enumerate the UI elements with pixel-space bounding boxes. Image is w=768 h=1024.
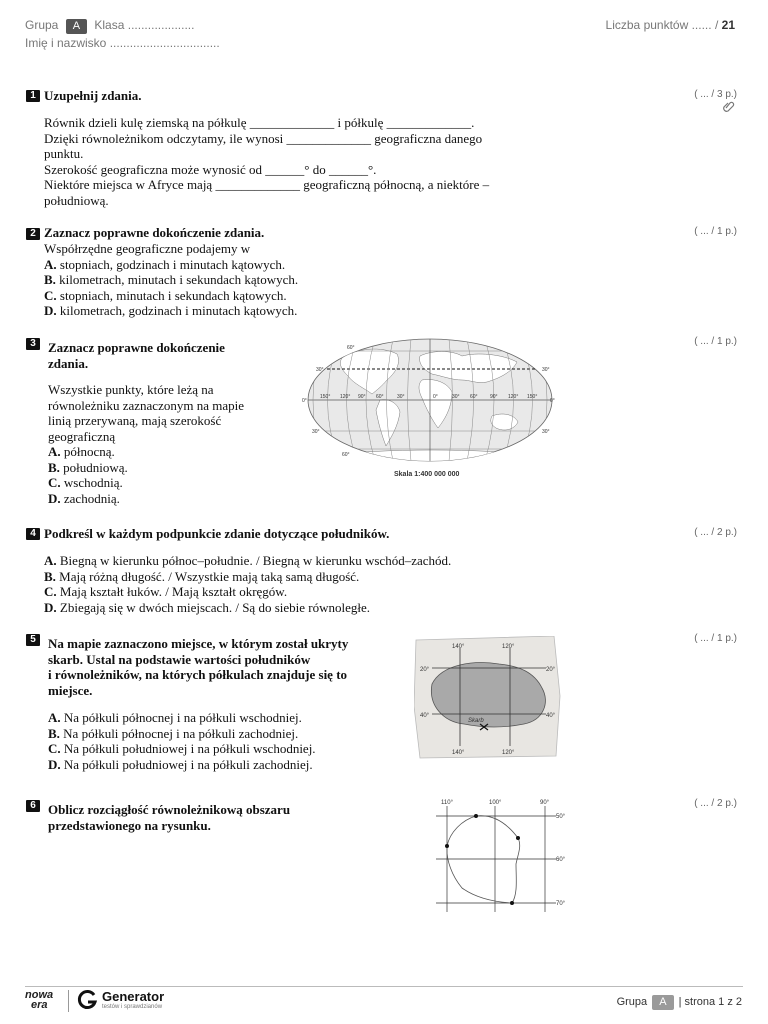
task-5-option-d[interactable]: D. Na półkuli południowej i na półkuli zachodniej.: [48, 756, 313, 772]
lon-label: 0°: [433, 394, 438, 400]
lon-label: 140°: [452, 750, 465, 756]
lon-label: 90°: [358, 394, 366, 400]
task-4-body: [44, 553, 604, 615]
task-5-number: 5: [26, 634, 40, 646]
lat-label: 50°: [556, 814, 566, 820]
footer-page-info: [617, 995, 742, 1010]
task-2-option-a[interactable]: A. stopniach, godzinach i minutach kątowych.: [44, 256, 286, 272]
task-3-option-a[interactable]: A. północną.: [48, 444, 115, 459]
class-blank: ....................: [127, 18, 195, 32]
task-5-option-c[interactable]: C. Na półkuli południowej i na półkuli wschodniej.: [48, 741, 316, 756]
task-3-stem: Wszystkie punkty, które leżą na: [48, 382, 214, 397]
task-3-body: [48, 382, 288, 506]
point-west: [445, 844, 449, 848]
task-4-title: Podkreśl w każdym podpunkcie zdanie dotyczące południków.: [44, 526, 390, 541]
task-3-number: 3: [26, 338, 40, 350]
lat-label: 60°: [347, 345, 355, 351]
lat-label: 20°: [546, 667, 556, 673]
generator-g-icon: [76, 989, 98, 1011]
lon-label: 150°: [320, 394, 331, 400]
name-blank: .................................: [109, 36, 220, 50]
lon-label: 120°: [502, 644, 515, 650]
point-south: [510, 901, 514, 905]
footer-group-badge: A: [652, 995, 673, 1010]
points-label: Liczba punktów ......: [605, 18, 712, 32]
lon-label: 140°: [452, 644, 465, 650]
lat-label: 30°: [312, 429, 320, 435]
task-2-option-d[interactable]: D. kilometrach, godzinach i minutach kątowych.: [44, 303, 298, 318]
lat-label: 30°: [542, 367, 550, 373]
task-2-option-c[interactable]: C. stopniach, minutach i sekundach kątowych.: [44, 287, 287, 303]
points-total: 21: [721, 18, 735, 32]
task-4-number: 4: [26, 528, 40, 540]
header-name: [25, 36, 220, 50]
task-3-option-d[interactable]: D. zachodnią.: [48, 490, 120, 506]
world-map: [302, 336, 558, 484]
task-1-points: ( ... / 3 p.): [694, 89, 737, 100]
task-5-body: [48, 710, 398, 772]
point-north: [474, 814, 478, 818]
lat-label: 30°: [542, 429, 550, 435]
lon-label: 30°: [452, 394, 460, 400]
treasure-label: Skarb: [468, 718, 484, 724]
task-1-number: 1: [26, 90, 40, 102]
task-5-option-b[interactable]: B. Na półkuli północnej i na półkuli zachodniej.: [48, 725, 299, 741]
task-1-title: Uzupełnij zdania.: [44, 88, 142, 103]
lon-label: 120°: [508, 394, 519, 400]
lat-label: 70°: [556, 901, 566, 907]
lon-label: 100°: [489, 800, 502, 806]
task-4-option-c[interactable]: C. Mają kształt łuków. / Mają kształt okręgów.: [44, 584, 288, 599]
lon-label: 120°: [340, 394, 351, 400]
task-1-line: punktu.: [44, 146, 84, 161]
header-group: [25, 18, 194, 34]
group-label: Grupa: [25, 18, 59, 32]
task-4-option-b[interactable]: B. Mają różną długość. / Wszystkie mają taką samą długość.: [44, 568, 360, 584]
island-shape: [431, 663, 545, 727]
points-sep: /: [714, 18, 719, 32]
task-2-points: ( ... / 1 p.): [694, 226, 737, 237]
name-label: Imię i nazwisko: [25, 36, 107, 50]
nowa-era-logo: nowa era: [25, 989, 54, 1011]
treasure-map: [414, 636, 562, 760]
task-6-number: 6: [26, 800, 40, 812]
lat-label: 60°: [342, 452, 350, 458]
task-2-stem: Współrzędne geograficzne podajemy w: [44, 241, 251, 256]
logo-divider: [68, 990, 69, 1012]
lon-label: 60°: [470, 394, 478, 400]
lon-label: 110°: [441, 800, 453, 806]
task-2-body: [44, 241, 544, 319]
lat-label: 30°: [316, 367, 324, 373]
task-2-number: 2: [26, 228, 40, 240]
lat-label: 40°: [546, 713, 556, 719]
task-2-option-b[interactable]: B. kilometrach, minutach i sekundach kątowych.: [44, 272, 299, 287]
footer-divider: [25, 986, 743, 987]
task-3-option-b[interactable]: B. południową.: [48, 459, 128, 475]
footer-page-text: | strona 1 z 2: [678, 996, 742, 1008]
lon-label: 30°: [397, 394, 405, 400]
task-6-points: ( ... / 2 p.): [694, 798, 737, 809]
lat-label: 0°: [302, 398, 307, 404]
task-5-points: ( ... / 1 p.): [694, 633, 737, 644]
group-badge: A: [66, 19, 87, 34]
task-4-option-a[interactable]: A. Biegną w kierunku północ–południe. / Biegną w kierunku wschód–zachód.: [44, 553, 452, 568]
task-5-title: Na mapie zaznaczono miejsce, w którym został ukryty skarb. Ustal na podstawie wartości południków i równoleżników, na których półkulach znajduje się to miejsce.: [48, 636, 349, 698]
task-3-stem: geograficzną: [48, 428, 116, 444]
task-2-title: Zaznacz poprawne dokończenie zdania.: [44, 225, 265, 240]
task-6-title: Oblicz rozciągłość równoleżnikową obszaru przedstawionego na rysunku.: [48, 802, 291, 833]
task-3-stem: równoleżniku zaznaczonym na mapie: [48, 397, 244, 413]
task-1-line: Szerokość geograficzna może wynosić od ______° do ______°.: [44, 161, 377, 177]
header-points: [606, 18, 735, 32]
task-3-title: Zaznacz poprawne dokończenie zdania.: [48, 340, 225, 371]
class-label: Klasa: [94, 18, 125, 32]
lon-label: 90°: [490, 394, 498, 400]
task-4-points: ( ... / 2 p.): [694, 527, 737, 538]
task-1-body: [44, 115, 564, 208]
lon-label: 90°: [540, 800, 550, 806]
footer-group-label: Grupa: [616, 996, 648, 1008]
task-3-option-c[interactable]: C. wschodnią.: [48, 475, 123, 490]
antarctica-shape: [322, 450, 542, 466]
task-3-stem: linią przerywaną, mają szerokość: [48, 413, 222, 428]
paperclip-icon: [723, 100, 735, 118]
lat-label: 40°: [420, 713, 430, 719]
lon-label: 120°: [502, 750, 515, 756]
lat-label: 60°: [556, 857, 566, 863]
point-east: [516, 836, 520, 840]
task-1-line: Równik dzieli kulę ziemską na półkulę _____________ i półkulę _____________.: [44, 115, 475, 130]
task-1-line: południową.: [44, 192, 109, 208]
task-5-option-a[interactable]: A. Na półkuli północnej i na półkuli wschodniej.: [48, 710, 302, 725]
task-1-line: Niektóre miejsca w Afryce mają _____________ geograficzną północną, a niektóre –: [44, 177, 490, 192]
task-1-line: Dzięki równoleżnikom odczytamy, ile wynosi _____________ geograficzna danego: [44, 130, 483, 146]
lon-label: 60°: [376, 394, 384, 400]
region-grid: [432, 798, 572, 916]
lat-label: 20°: [420, 667, 430, 673]
lon-label: 150°: [527, 394, 538, 400]
task-3-points: ( ... / 1 p.): [694, 336, 737, 347]
map-scale: Skala 1:400 000 000: [394, 471, 460, 478]
task-4-option-d[interactable]: D. Zbiegają się w dwóch miejscach. / Są do siebie równoległe.: [44, 599, 370, 615]
lat-label: 0°: [550, 398, 555, 404]
